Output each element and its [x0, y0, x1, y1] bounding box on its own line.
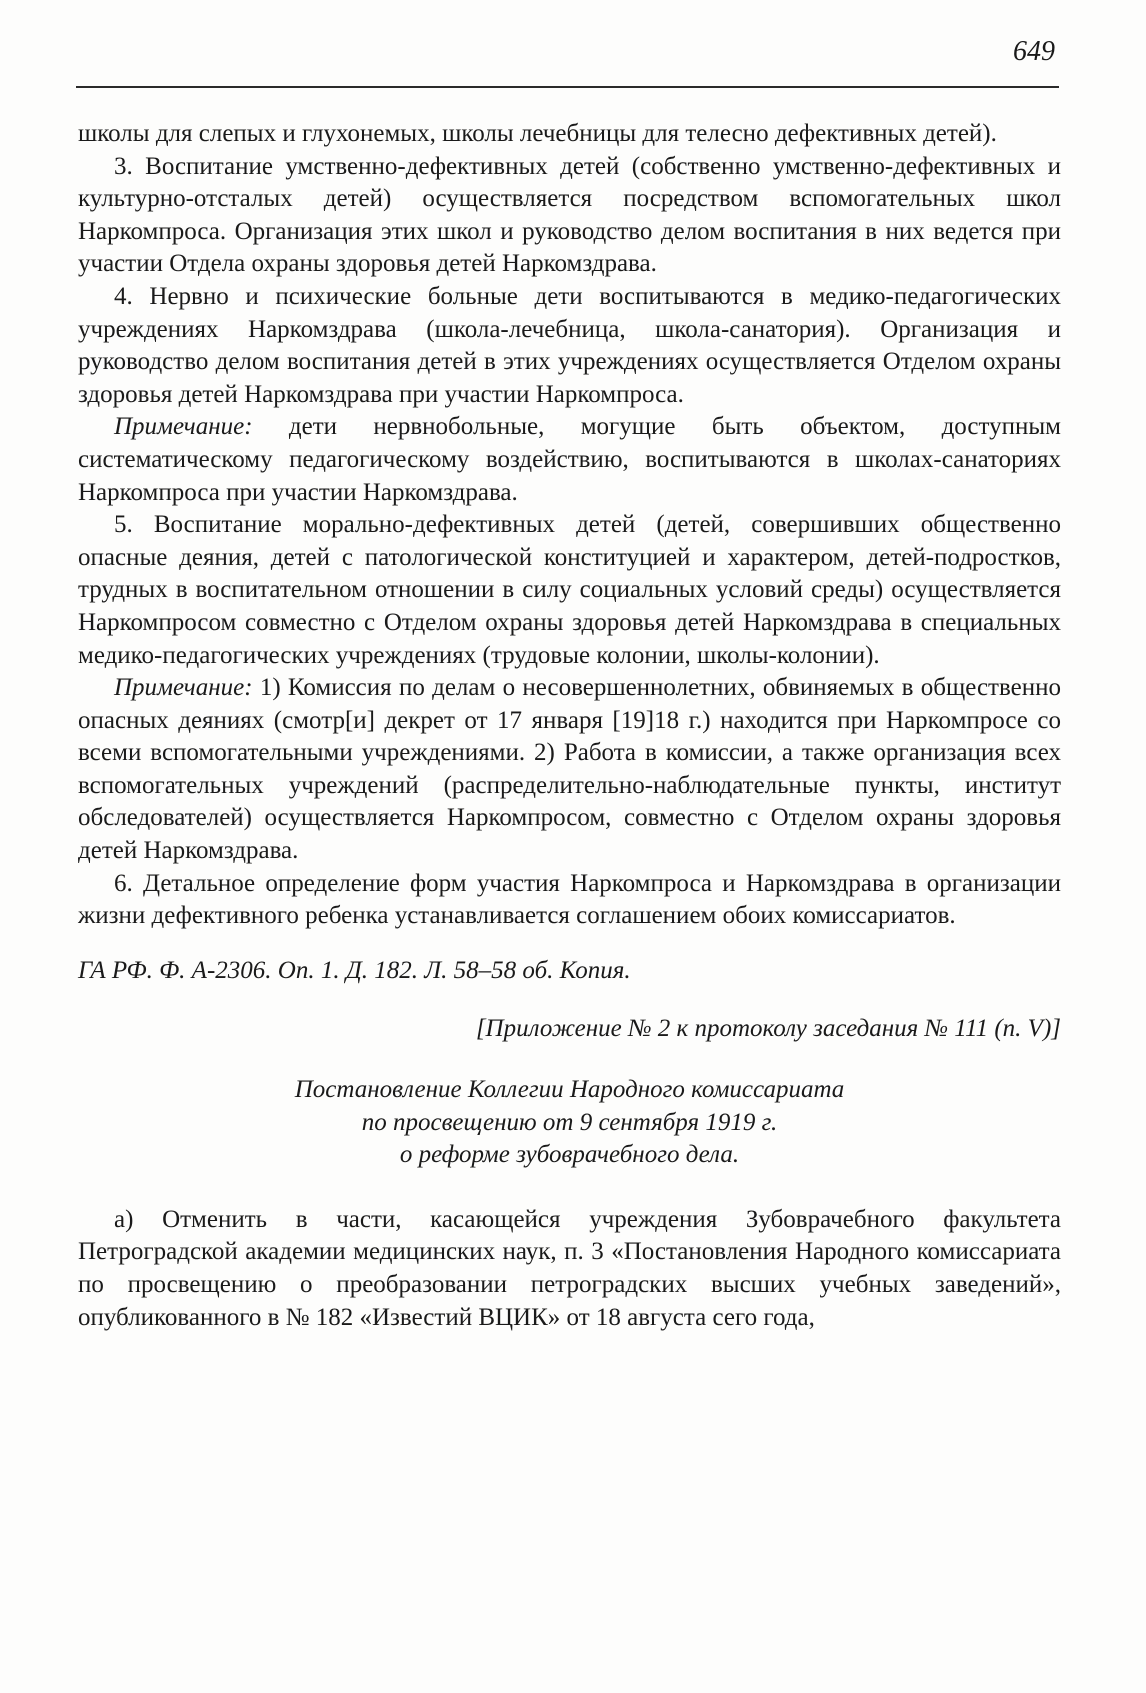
note-1-text: дети нервнобольные, могущие быть объектом, доступным систематическому педагогическому воздействию, воспитываются в школах-санаториях Наркомпроса при участии Наркомздрава.	[78, 413, 1061, 506]
note-2-text: 1) Комиссия по делам о несовершеннолетних, обвиняемых в общественно опасных деяниях (смотр[и] декрет от 17 января [19]18 г.) находится при Наркомпросе со всеми вспомогательными учреждениями. 2) Работа в комиссии, а также организация всех вспомогательных учреждений (распределительно-наблюдательные пункты, институт обследователей) осуществляется Наркомпросом, совместно с Отделом охраны здоровья детей Наркомздрава.	[78, 674, 1061, 865]
resolution-title	[78, 1074, 1061, 1172]
page-number: 649	[1013, 36, 1055, 67]
resolution-title-line-2: по просвещению от 9 сентября 1919 г.	[361, 1108, 778, 1136]
paragraph-3: 3. Воспитание умственно-дефективных детей (собственно умственно-дефективных и культурно-отсталых детей) осуществляется посредством вспомогательных школ Наркомпроса. Организация этих школ и руководство делом воспитания в них ведется при участии Отдела охраны здоровья детей Наркомздрава.	[78, 152, 1061, 278]
paragraph-6: 6. Детальное определение форм участия Наркомпроса и Наркомздрава в организации жизни дефективного ребенка устанавливается соглашением обоих комиссариатов.	[78, 869, 1061, 930]
note-1	[78, 411, 1061, 509]
resolution-title-line-3: о реформе зубоврачебного дела.	[399, 1141, 740, 1169]
note-1-label: Примечание:	[114, 413, 253, 441]
paragraph-5: 5. Воспитание морально-дефективных детей (детей, совершивших общественно опасные деяния, детей с патологической конституцией и характером, детей-подростков, трудных в воспитательном отношении в силу социальных условий среды) осуществляется Наркомпросом совместно с Отделом охраны здоровья детей Наркомздрава в специальных медико-педагогических учреждениях (трудовые колонии, школы-колонии).	[78, 511, 1061, 669]
page-header	[76, 30, 1059, 88]
paragraph-a: а) Отменить в части, касающейся учреждения Зубоврачебного факультета Петроградской академии медицинских наук, п. 3 «Постановления Народного комиссариата по просвещению о преобразовании петроградских высших учебных заведений», опубликованного в № 182 «Известий ВЦИК» от 18 августа сего года,	[78, 1205, 1061, 1331]
note-2	[78, 672, 1061, 868]
paragraph-continuation: школы для слепых и глухонемых, школы лечебницы для телесно дефективных детей).	[78, 120, 997, 147]
appendix-heading: [Приложение № 2 к протоколу заседания № 111 (п. V)]	[475, 1015, 1061, 1043]
note-2-label: Примечание:	[114, 674, 253, 702]
document-body	[78, 118, 1061, 1334]
resolution-title-line-1: Постановление Коллегии Народного комиссариата	[294, 1076, 845, 1104]
archive-source: ГА РФ. Ф. А-2306. Оп. 1. Д. 182. Л. 58–58 об. Копия.	[78, 956, 631, 984]
paragraph-4: 4. Нервно и психические больные дети воспитываются в медико-педагогических учреждениях Наркомздрава (школа-лечебница, школа-санатория). Организация и руководство делом воспитания детей в этих учреждениях осуществляется Отделом охраны здоровья детей Наркомздрава при участии Наркомпроса.	[78, 282, 1061, 408]
